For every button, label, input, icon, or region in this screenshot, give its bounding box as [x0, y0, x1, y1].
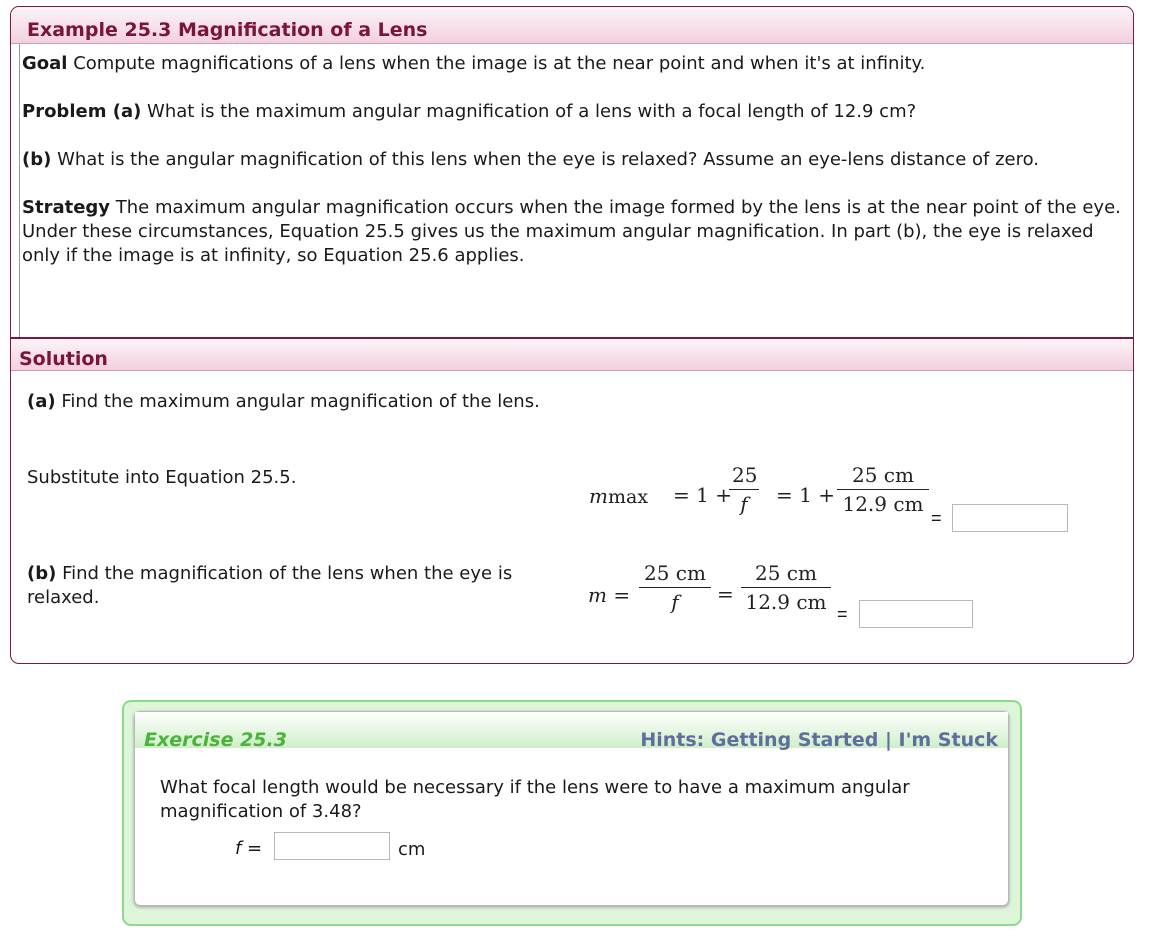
f-label: f =	[235, 838, 263, 859]
eq-a-lhs-sub: max	[607, 486, 649, 508]
example-panel	[10, 6, 1134, 664]
problem-b-label: (b)	[22, 149, 52, 170]
problem-a-label: Problem (a)	[22, 101, 142, 122]
unit-label: cm	[398, 839, 426, 860]
solution-b-label: (b)	[27, 563, 57, 584]
substitute-text: Substitute into Equation 25.5.	[27, 467, 297, 488]
hints-prefix: Hints:	[640, 729, 711, 751]
problem-b-paragraph	[22, 148, 1092, 172]
eq-a-frac1-den: f	[740, 492, 748, 516]
goal-label: Goal	[22, 53, 68, 74]
solution-a-text: (a) Find the maximum angular magnification of the lens.	[27, 391, 540, 412]
eq-a-lhs: mmax	[589, 484, 649, 508]
eq-b-frac2-den: 12.9 cm	[745, 590, 827, 614]
eq-b-equals: =	[837, 604, 848, 624]
eq-b-mid-equals: =	[717, 582, 734, 606]
strategy-text: The maximum angular magnification occurs when the image formed by the lens is at the near point of the eye. Under these circumstances, Equation 25.5 gives us the maximum angular magnification. In part (b), the eye is relaxed only if the image is at infinity, so Equation 25.6 applies.	[22, 197, 1121, 266]
solution-b-text: (b) Find the magnification of the lens when the eye is relaxed.	[27, 563, 513, 608]
eq-b-frac1	[639, 561, 711, 614]
solution-a-label: (a)	[27, 391, 56, 412]
eq-b-frac1-den: f	[671, 590, 679, 614]
answer-b-input[interactable]	[859, 600, 973, 628]
exercise-panel	[122, 700, 1022, 926]
hint-im-stuck-link[interactable]: I'm Stuck	[898, 729, 998, 751]
strategy-label: Strategy	[22, 197, 111, 218]
eq-a-frac1	[729, 463, 759, 516]
eq-b-frac2-num: 25 cm	[755, 561, 817, 585]
goal-text: Compute magnifications of a lens when the image is at the near point and when it's at infinity.	[67, 53, 926, 74]
solution-body	[11, 371, 1133, 663]
eq-a-equals: =	[931, 508, 942, 528]
hint-separator: |	[878, 729, 899, 751]
eq-a-frac2-num: 25 cm	[852, 463, 914, 487]
eq-a-frac1-num: 25	[732, 463, 758, 487]
hints-bar	[640, 729, 998, 751]
problem-a-text: What is the maximum angular magnification of a lens with a focal length of 12.9 cm?	[141, 101, 917, 122]
eq-a-one-plus-1: = 1 +	[673, 483, 732, 507]
eq-a-frac2-den: 12.9 cm	[842, 492, 924, 516]
problem-a-paragraph	[22, 100, 1127, 124]
answer-a-input[interactable]	[952, 504, 1068, 532]
eq-b-frac2	[741, 561, 831, 614]
solution-title: Solution	[11, 337, 1133, 371]
problem-b-text: What is the angular magnification of this lens when the eye is relaxed? Assume an eye-lens distance of zero.	[51, 149, 1040, 170]
eq-a-one-plus-2: = 1 +	[776, 483, 835, 507]
exercise-card	[134, 711, 1009, 906]
exercise-title: Exercise 25.3	[144, 729, 287, 751]
focal-length-input[interactable]	[274, 832, 390, 860]
example-title: Example 25.3 Magnification of a Lens	[11, 7, 1133, 44]
hint-getting-started-link[interactable]: Getting Started	[710, 729, 879, 751]
eq-b-frac1-num: 25 cm	[644, 561, 706, 585]
eq-a-frac2	[837, 463, 929, 516]
exercise-question: What focal length would be necessary if the lens were to have a maximum angular magnification of 3.48?	[160, 777, 910, 822]
goal-paragraph	[22, 52, 1127, 76]
eq-b-lhs: m =	[588, 583, 631, 607]
example-body	[19, 44, 1133, 344]
strategy-paragraph	[22, 196, 1127, 268]
